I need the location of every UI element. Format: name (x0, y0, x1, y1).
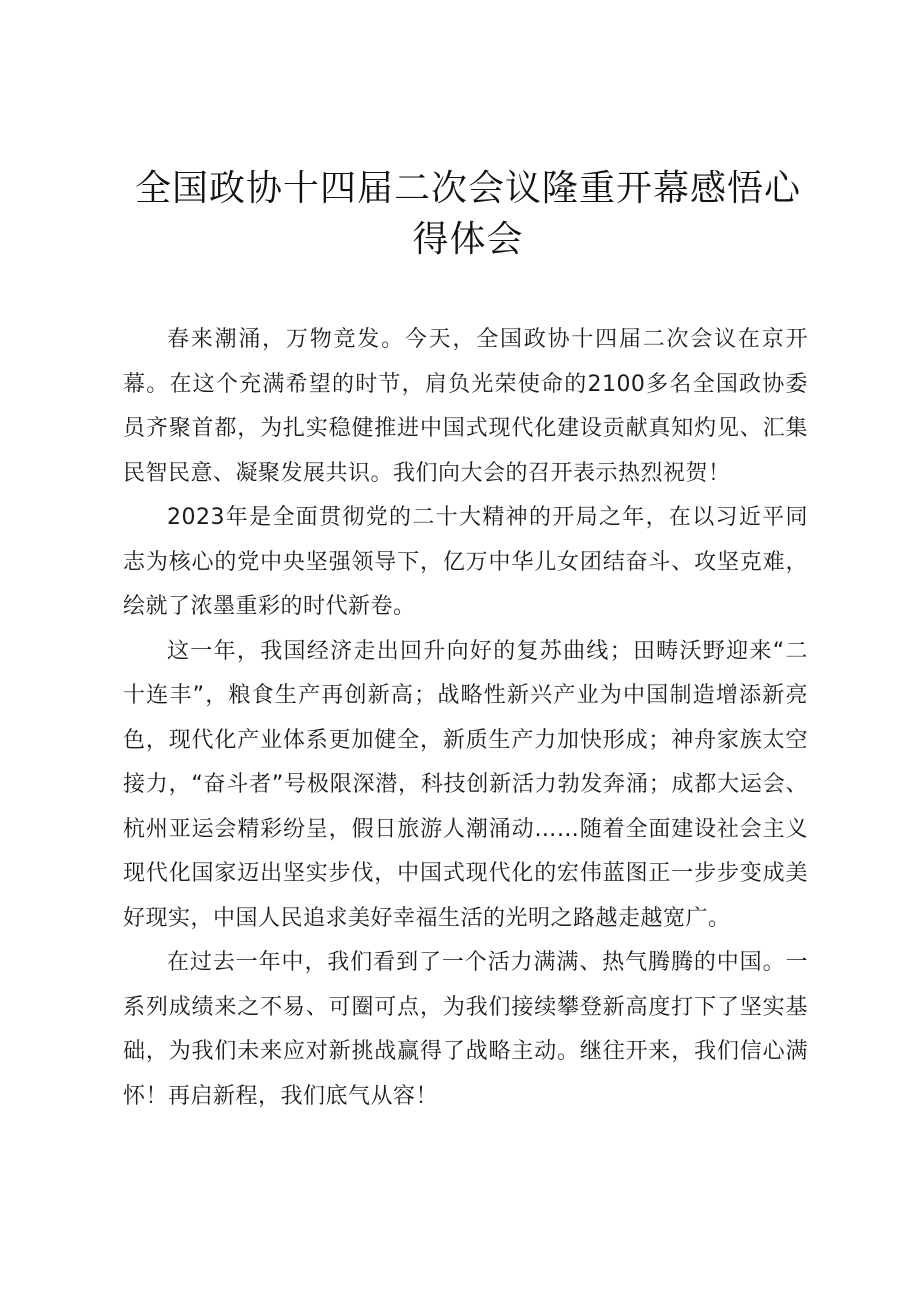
document-title: 全国政协十四届二次会议隆重开幕感悟心得体会 (134, 168, 801, 260)
paragraph-2: 2023年是全面贯彻党的二十大精神的开局之年，在以习近平同志为核心的党中央坚强领导下，亿万中华儿女团结奋斗、攻坚克难，绘就了浓墨重彩的时代新卷。 (123, 505, 808, 619)
paragraph-1: 春来潮涌，万物竞发。今天，全国政协十四届二次会议在京开幕。在这个充满希望的时节，肩负光荣使命的2100多名全国政协委员齐聚首都，为扎实稳健推进中国式现代化建设贡献真知灼见、汇集民智民意、凝聚发展共识。我们向大会的召开表示热烈祝贺！ (123, 327, 808, 486)
paragraph-3: 这一年，我国经济走出回升向好的复苏曲线；田畴沃野迎来“二十连丰”，粮食生产再创新高；战略性新兴产业为中国制造增添新亮色，现代化产业体系更加健全，新质生产力加快形成；神舟家族太空接力，“奋斗者”号极限深潜，科技创新活力勃发奔涌；成都大运会、杭州亚运会精彩纷呈，假日旅游人潮涌动……随着全面建设社会主义现代化国家迈出坚实步伐，中国式现代化的宏伟蓝图正一步步变成美好现实，中国人民追求美好幸福生活的光明之路越走越宽广。 (123, 638, 808, 931)
paragraph-4: 在过去一年中，我们看到了一个活力满满、热气腾腾的中国。一系列成绩来之不易、可圈可点，为我们接续攀登新高度打下了坚实基础，为我们未来应对新挑战赢得了战略主动。继往开来，我们信心满怀！再启新程，我们底气从容！ (123, 950, 808, 1109)
document-body (123, 318, 808, 1119)
